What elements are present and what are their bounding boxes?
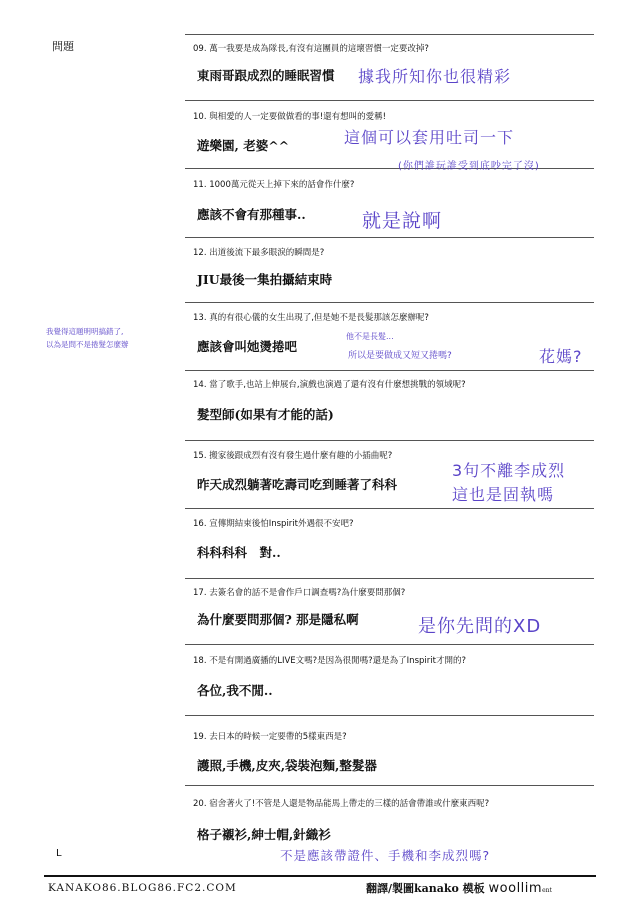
question-15: 15. 搬家後跟成烈有沒有發生過什麼有趣的小插曲呢? bbox=[193, 451, 393, 461]
handwritten-note: 據我所知你也很精彩 bbox=[358, 67, 512, 86]
divider bbox=[185, 715, 594, 716]
handwritten-note: 3句不離李成烈 bbox=[452, 461, 566, 480]
divider bbox=[185, 370, 594, 371]
answer-18: 各位,我不閒.. bbox=[197, 683, 273, 698]
divider bbox=[185, 578, 594, 579]
brand-logo-sub: ent bbox=[542, 887, 552, 894]
answer-12: JIU最後一集拍攝結束時 bbox=[197, 272, 333, 287]
handwritten-note: 就是說啊 bbox=[362, 210, 443, 232]
handwritten-note: 所以是要做成又短又捲嗎? bbox=[348, 351, 452, 361]
answer-13: 應該會叫她燙捲吧 bbox=[197, 339, 298, 354]
answer-15: 昨天成烈躺著吃壽司吃到睡著了科科 bbox=[197, 477, 398, 492]
divider bbox=[185, 237, 594, 238]
handwritten-note: 他不是長髮... bbox=[346, 332, 394, 341]
divider bbox=[185, 440, 594, 441]
question-12: 12. 出道後流下最多眼淚的瞬間是? bbox=[193, 248, 325, 258]
question-10: 10. 與相愛的人一定要做做看的事!還有想叫的愛稱! bbox=[193, 112, 387, 122]
divider bbox=[185, 100, 594, 101]
divider bbox=[185, 785, 594, 786]
answer-17: 為什麼要問那個? 那是隱私啊 bbox=[197, 612, 359, 627]
divider bbox=[185, 644, 594, 645]
answer-11: 應該不會有那種事.. bbox=[197, 207, 306, 222]
divider bbox=[185, 508, 594, 509]
divider bbox=[185, 302, 594, 303]
answer-16: 科科科科 對.. bbox=[197, 545, 281, 560]
handwritten-note: 這個可以套用吐司一下 bbox=[344, 128, 515, 147]
handwritten-note: (你們誰玩誰受到底吵完了沒) bbox=[398, 161, 540, 172]
divider bbox=[185, 34, 594, 35]
handwritten-note: 是你先問的XD bbox=[418, 616, 542, 637]
question-17: 17. 去簽名會的話不是會作戶口調查嗎?為什麼要問那個? bbox=[193, 588, 406, 598]
brand-logo: woollim bbox=[488, 881, 543, 896]
blog-address: KANAKO86.BLOG86.FC2.COM bbox=[48, 882, 237, 894]
handwritten-side-note: 我覺得這題明明搞錯了, bbox=[46, 327, 124, 336]
question-13: 13. 真的有很心儀的女生出現了,但是她不是長髮那該怎麼辦呢? bbox=[193, 313, 429, 323]
handwritten-note: 花媽? bbox=[539, 347, 583, 366]
question-19: 19. 去日本的時候一定要帶的5樣東西是? bbox=[193, 732, 347, 742]
answer-20: 格子襯衫,紳士帽,針織衫 bbox=[197, 827, 331, 842]
side-mark: L bbox=[56, 848, 62, 859]
footer-credit bbox=[366, 880, 552, 896]
question-11: 11. 1000萬元從天上掉下來的話會作什麼? bbox=[193, 180, 355, 190]
answer-14: 髮型師(如果有才能的話) bbox=[197, 407, 334, 422]
question-14: 14. 當了歌手,也站上伸展台,演戲也演過了還有沒有什麼想挑戰的領域呢? bbox=[193, 380, 466, 390]
handwritten-note: 這也是固執嗎 bbox=[452, 485, 555, 504]
question-18: 18. 不是有開過廣播的LIVE文嗎?是因為很閒嗎?還是為了Inspirit才開的? bbox=[193, 656, 466, 666]
question-16: 16. 宣傳期結束後怕Inspirit外遇很不安吧? bbox=[193, 519, 354, 529]
question-09: 09. 萬一我要是成為隊長,有沒有這團員的這壞習慣一定要改掉? bbox=[193, 44, 429, 54]
footer-divider bbox=[44, 875, 596, 877]
handwritten-side-note: 以為是問不是捲髮怎麼辦 bbox=[46, 340, 129, 349]
answer-19: 護照,手機,皮夾,袋裝泡麵,整髮器 bbox=[197, 758, 377, 773]
answer-10: 遊樂園, 老婆^^ bbox=[197, 138, 290, 153]
answer-09: 東雨哥跟成烈的睡眠習慣 bbox=[197, 68, 335, 83]
handwritten-note: 不是應該帶證件、手機和李成烈嗎? bbox=[280, 848, 491, 863]
side-title: 問題 bbox=[52, 40, 74, 53]
credit-text: 翻譯/製圖kanako 模板 bbox=[366, 882, 485, 895]
question-20: 20. 宿舍著火了!不管是人還是物品能馬上帶走的三樣的話會帶誰或什麼東西呢? bbox=[193, 799, 490, 809]
